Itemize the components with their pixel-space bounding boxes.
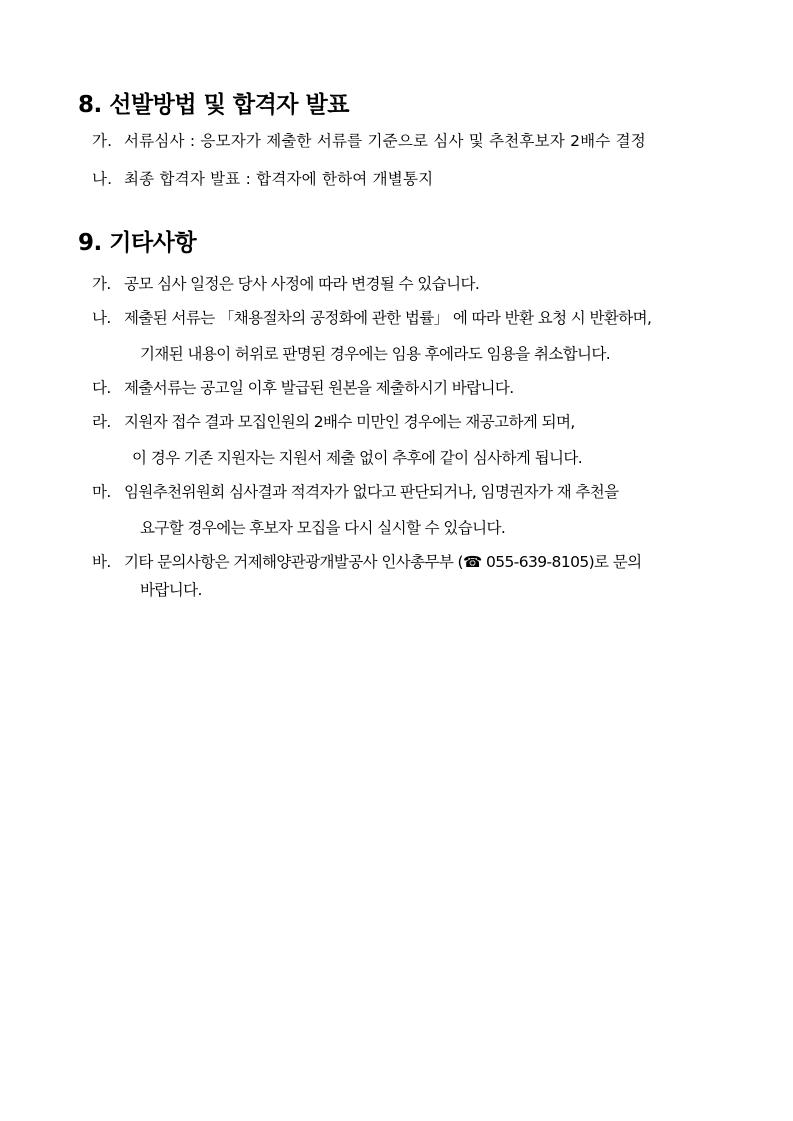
section-list bbox=[92, 273, 738, 601]
item-text: 서류심사 : 응모자가 제출한 서류를 기준으로 심사 및 추천후보자 2배수 결정 bbox=[124, 132, 646, 150]
item-text-continuation: 기재된 내용이 허위로 판명된 경우에는 임용 후에라도 임용을 취소합니다. bbox=[140, 345, 611, 363]
item-marker: 마. bbox=[92, 483, 111, 501]
item-marker: 가. bbox=[92, 132, 113, 150]
section-other-matters bbox=[78, 228, 738, 613]
item-text: 기타 문의사항은 거제해양관광개발공사 인사총무부 (☎ 055-639-8105)로 문의 bbox=[124, 553, 642, 571]
list-item bbox=[92, 168, 738, 190]
item-marker: 나. bbox=[92, 309, 111, 327]
item-text-continuation: 바랍니다. bbox=[140, 581, 202, 599]
item-marker: 다. bbox=[92, 379, 111, 397]
list-item bbox=[92, 411, 738, 469]
list-item bbox=[92, 377, 738, 399]
item-text: 제출된 서류는 「채용절차의 공정화에 관한 법률」 에 따라 반환 요청 시 반환하며, bbox=[124, 309, 652, 327]
item-text: 공모 심사 일정은 당사 사정에 따라 변경될 수 있습니다. bbox=[124, 275, 480, 293]
list-item bbox=[92, 551, 738, 601]
item-marker: 바. bbox=[92, 553, 111, 571]
item-text: 제출서류는 공고일 이후 발급된 원본을 제출하시기 바랍니다. bbox=[124, 379, 514, 397]
item-marker: 가. bbox=[92, 275, 111, 293]
section-title: 9. 기타사항 bbox=[78, 230, 197, 256]
item-marker: 라. bbox=[92, 413, 111, 431]
item-marker: 나. bbox=[92, 170, 113, 188]
item-text: 최종 합격자 발표 : 합격자에 한하여 개별통지 bbox=[124, 170, 434, 188]
section-selection-method bbox=[78, 90, 738, 206]
item-text-continuation: 요구할 경우에는 후보자 모집을 다시 실시할 수 있습니다. bbox=[140, 519, 506, 537]
item-text: 지원자 접수 결과 모집인원의 2배수 미만인 경우에는 재공고하게 되며, bbox=[124, 413, 575, 431]
section-title: 8. 선발방법 및 합격자 발표 bbox=[78, 92, 349, 118]
list-item bbox=[92, 130, 738, 152]
list-item bbox=[92, 481, 738, 539]
section-list bbox=[92, 130, 738, 190]
item-text: 임원추천위원회 심사결과 적격자가 없다고 판단되거나, 임명권자가 재 추천을 bbox=[124, 483, 619, 501]
item-text-continuation: 이 경우 기존 지원자는 지원서 제출 없이 추후에 같이 심사하게 됩니다. bbox=[132, 449, 583, 467]
list-item bbox=[92, 273, 738, 295]
list-item bbox=[92, 307, 738, 365]
